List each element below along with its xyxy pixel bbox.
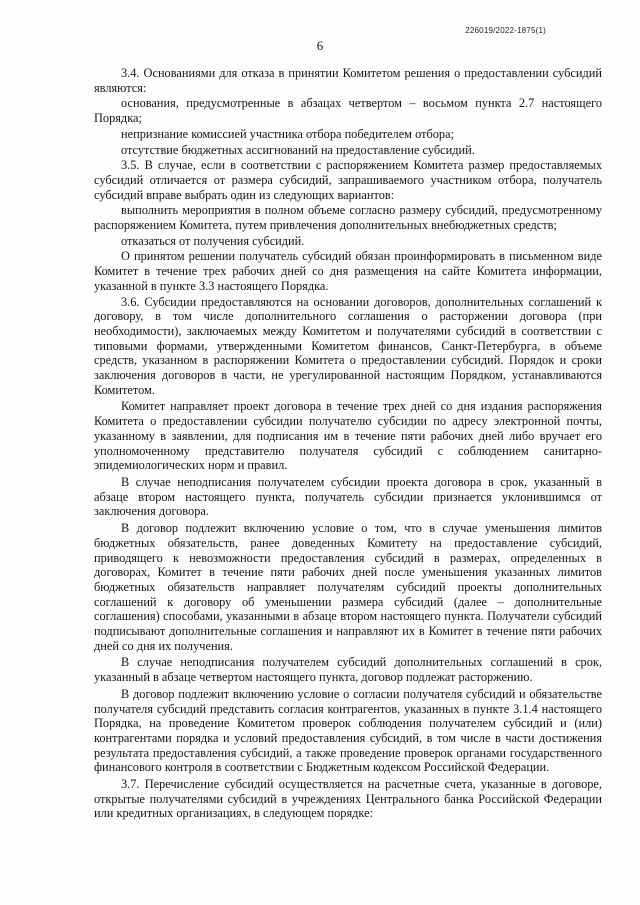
document-body	[94, 66, 602, 821]
paragraph-termination: В случае неподписания получателем субсидий дополнительных соглашений в срок, указанный в абзаце четвертом настоящего пункта, договор подлежат расторжению.	[94, 655, 602, 685]
paragraph-refusal-grounds-1: основания, предусмотренные в абзацах четвертом – восьмом пункта 2.7 настоящего Порядка;	[94, 96, 602, 126]
paragraph-consent: В договор подлежит включению условие о согласии получателя субсидий и обязательстве получателя субсидий представить согласия контрагентов, указанных в пункте 3.1.4 настоящего Порядка, на проведение Комитетом проверок соблюдения получателем субсидий и (или) контрагентами порядка и условий предоставления субсидий, в том числе в части достижения результата предоставления субсидий, а также проведение проверок органами государственного финансового контроля в соответствии с Бюджетным кодексом Российской Федерации.	[94, 686, 602, 775]
paragraph-refusal-grounds-2: непризнание комиссией участника отбора победителем отбора;	[121, 126, 455, 141]
paragraph-3-7: 3.7. Перечисление субсидий осуществляется на расчетные счета, указанные в договоре, открытые получателями субсидий в учреждениях Центрального банка Российской Федерации или кредитных организациях, в следующем порядке:	[94, 777, 602, 821]
paragraph-option-1: выполнить мероприятия в полном объеме согласно размеру субсидий, предусмотренному распоряжением Комитета, путем привлечения дополнительных внебюджетных средств;	[94, 203, 602, 233]
paragraph-3-4: 3.4. Основаниями для отказа в принятии Комитетом решения о предоставлении субсидий являются:	[94, 66, 602, 95]
paragraph-refusal-grounds-3: отсутствие бюджетных ассигнований на предоставление субсидий.	[121, 142, 475, 157]
paragraph-option-2: отказаться от получения субсидий.	[121, 233, 305, 248]
document-number: 226019/2022-1875(1)	[465, 26, 546, 35]
paragraph-3-6: 3.6. Субсидии предоставляются на основании договоров, дополнительных соглашений к договору, в том числе дополнительного соглашения о расторжении договора (при необходимости), заключаемых между Комитетом и получателями субсидий в соответствии с типовыми формами, утвержденными Комитетом финансов, Санкт-Петербурга, в объеме средств, указанном в распоряжении Комитета о предоставлении субсидий. Порядок и сроки заключения договоров в части, не урегулированной настоящим Порядком, устанавливаются Комитетом.	[94, 294, 602, 397]
page-number: 6	[316, 38, 324, 53]
paragraph-limits-reduction: В договор подлежит включению условие о том, что в случае уменьшения лимитов бюджетных обязательств, ранее доведенных Комитету на предоставление субсидий, приводящего к невозможности предоставления субсидий в размерах, определенных в договорах, Комитет в течение пяти рабочих дней после уменьшения указанных лимитов бюджетных обязательств направляет получателям субсидий проекты дополнительных соглашений к договору об уменьшении размера субсидий (далее – дополнительные соглашения) способами, указанными в абзаце втором настоящего пункта. Получатели субсидий подписывают дополнительные соглашения и направляют их в Комитет в течение пяти рабочих дней со дня их получения.	[94, 521, 602, 653]
paragraph-non-signing: В случае неподписания получателем субсидии проекта договора в срок, указанный в абзаце втором настоящего пункта, получатель субсидии признается уклонившимся от заключения договора.	[94, 474, 602, 519]
paragraph-notification: О принятом решении получатель субсидий обязан проинформировать в письменном виде Комитет в течение трех рабочих дней со дня размещения на сайте Комитета информации, указанной в пункте 3.3 настоящего Порядка.	[94, 249, 602, 293]
paragraph-contract-draft: Комитет направляет проект договора в течение трех дней со дня издания распоряжения Комитета о предоставлении субсидии получателю субсидии по адресу электронной почты, указанному в заявлении, для подписания им в течение пяти рабочих дней либо вручает его уполномоченному представителю получателя субсидий с соблюдением санитарно-эпидемиологических норм и правил.	[94, 399, 602, 473]
paragraph-3-5: 3.5. В случае, если в соответствии с распоряжением Комитета размер предоставляемых субсидий отличается от размера субсидий, запрашиваемого участником отбора, получатель субсидий вправе выбрать один из следующих вариантов:	[94, 158, 602, 202]
